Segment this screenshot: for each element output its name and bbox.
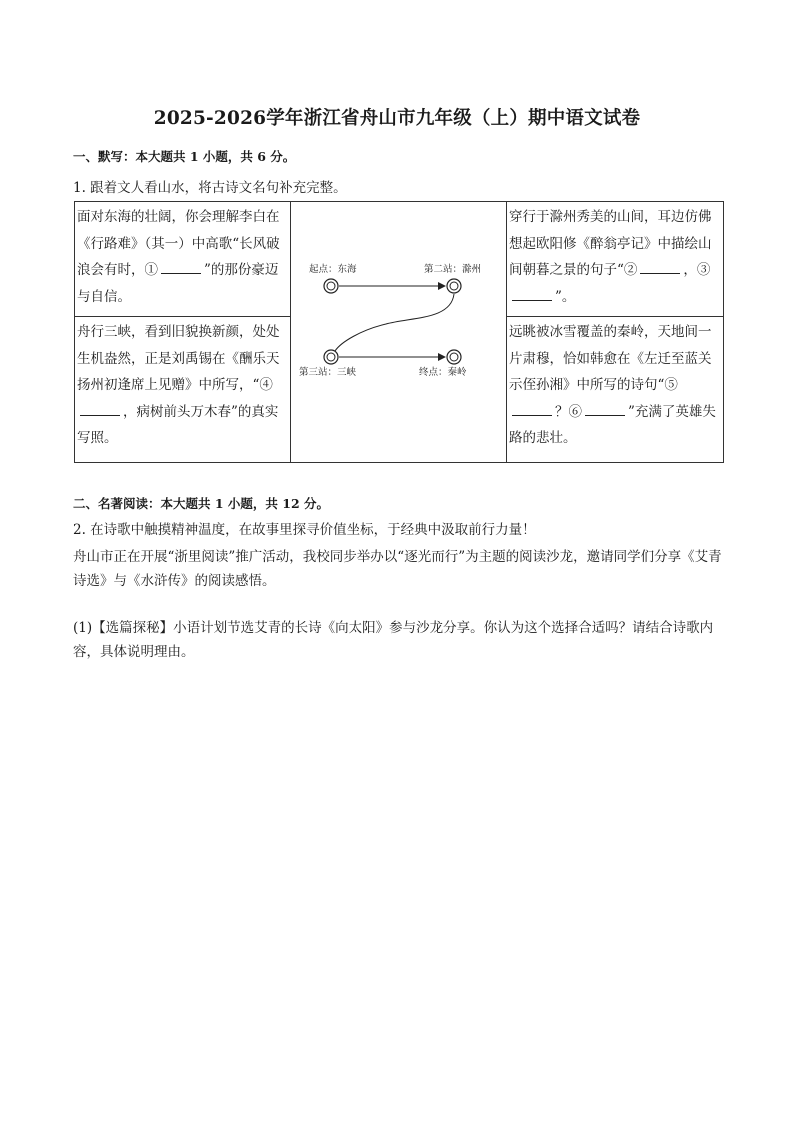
blank-6[interactable] <box>585 401 625 416</box>
cell-sanxia-text-b: ，病树前头万木春”的真实写照。 <box>77 403 279 447</box>
station-3-label: 第三站：三峡 <box>299 367 357 378</box>
cell-chuzhou-text-c: ”。 <box>555 288 576 305</box>
blank-2[interactable] <box>640 259 680 274</box>
question-1-label: 1. 跟着文人看山水，将古诗文名句补充完整。 <box>73 180 347 196</box>
station-3-marker <box>324 350 338 364</box>
blank-4[interactable] <box>80 401 120 416</box>
cell-qinling-text-c: ”充满了英雄失路的悲壮。 <box>509 403 716 447</box>
station-start-marker <box>324 279 338 293</box>
cell-donghai <box>75 202 291 317</box>
poem-table <box>74 201 724 463</box>
station-end-label: 终点：秦岭 <box>419 367 467 378</box>
cell-qinling-text-a: 远眺被冰雪覆盖的秦岭，天地间一片肃穆，恰如韩愈在《左迁至蓝关示侄孙湘》中所写的诗句“⑤ <box>509 324 712 394</box>
blank-1[interactable] <box>161 259 201 274</box>
blank-3[interactable] <box>512 286 552 301</box>
page-title: 2025-2026学年浙江省舟山市九年级（上）期中语文试卷 <box>153 108 641 129</box>
cell-sanxia <box>75 317 291 462</box>
route-curve-2 <box>335 294 454 351</box>
cell-qinling-text-b: ？⑥ <box>555 403 582 420</box>
blank-5[interactable] <box>512 401 552 416</box>
cell-donghai-text-b: ”的那份豪迈与自信。 <box>77 262 279 305</box>
station-end-marker <box>447 350 461 364</box>
cell-donghai-text-a: 面对东海的壮阔，你会理解李白在《行路难》（其一）中高歌“长风破浪会有时，① <box>77 209 280 278</box>
station-2-label: 第二站：滁州 <box>424 264 482 275</box>
cell-sanxia-text-a: 舟行三峡，看到旧貌换新颜，处处生机盎然，正是刘禹锡在《酬乐天扬州初逢席上见赠》中所写，“④ <box>77 324 280 394</box>
question-2-label: 2. 在诗歌中触摸精神温度，在故事里探寻价值坐标，于经典中汲取前行力量！ <box>73 522 536 538</box>
route-diagram-cell <box>291 202 507 463</box>
cell-chuzhou-text-b: ，③ <box>683 262 711 278</box>
route-diagram <box>291 202 507 452</box>
question-2-intro: 舟山市正在开展“浙里阅读”推广活动，我校同步举办以“逐光而行”为主题的阅读沙龙，邀请同学们分享《艾青诗选》与《水浒传》的阅读感悟。 <box>73 549 722 589</box>
cell-chuzhou <box>507 202 724 317</box>
section-2-heading: 二、名著阅读：本大题共 1 小题，共 12 分。 <box>73 496 330 511</box>
cell-qinling <box>507 317 724 462</box>
question-2-sub-1: (1)【选篇探秘】小语计划节选艾青的长诗《向太阳》参与沙龙分享。你认为这个选择合适吗？请结合诗歌内容，具体说明理由。 <box>73 620 714 660</box>
section-1-heading: 一、默写：本大题共 1 小题，共 6 分。 <box>73 149 296 164</box>
cell-chuzhou-text-a: 穿行于滁州秀美的山间，耳边仿佛想起欧阳修《醉翁亭记》中描绘山间朝暮之景的句子“② <box>509 209 712 278</box>
station-start-label: 起点：东海 <box>309 264 357 275</box>
station-2-marker <box>447 279 461 293</box>
